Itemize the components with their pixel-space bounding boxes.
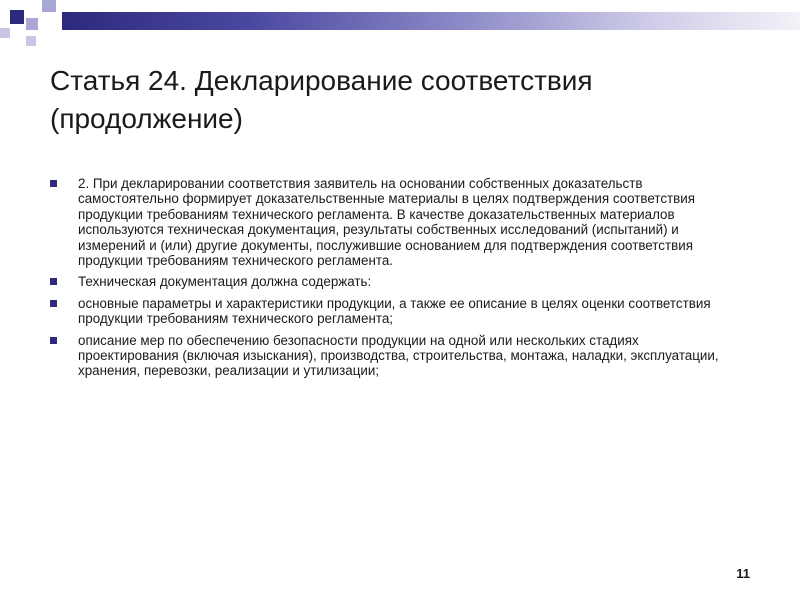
slide-title-line-1: Статья 24. Декларирование соответствия — [50, 65, 593, 96]
list-item-text: 2. При декларировании соответствия заявитель на основании собственных доказательств самостоятельно формирует доказательственные материалы в целях подтверждения соответствия продукции требованиям технического регламента. В качестве доказательственных материалов используются техническая документация, результаты собственных исследований (испытаний) и измерений и (или) другие документы, послужившие основанием для подтверждения соответствия продукции требованиям технического регламента. — [78, 176, 696, 269]
list-item — [48, 333, 738, 379]
list-item — [48, 176, 738, 268]
list-item-text: основные параметры и характеристики продукции, а также ее описание в целях оценки соответствия продукции требованиям технического регламента; — [78, 295, 711, 327]
list-item — [48, 274, 738, 289]
slide-title — [50, 62, 750, 138]
decorative-square — [26, 36, 36, 46]
square-bullet-icon — [50, 300, 57, 307]
decorative-square — [26, 18, 38, 30]
list-item-text: Техническая документация должна содержать: — [78, 274, 372, 290]
decorative-square — [42, 0, 56, 12]
header-gradient-bar — [62, 12, 800, 30]
square-bullet-icon — [50, 337, 57, 344]
decorative-square — [0, 28, 10, 38]
decorative-square — [10, 10, 24, 24]
square-bullet-icon — [50, 180, 57, 187]
list-item-text: описание мер по обеспечению безопасности продукции на одной или нескольких стадиях проектирования (включая изыскания), производства, строительства, монтажа, наладки, эксплуатации, хранения, перевозки, реализации и утилизации; — [78, 332, 719, 379]
list-item — [48, 296, 738, 327]
slide-title-line-2: (продолжение) — [50, 103, 243, 134]
page-number: 11 — [736, 566, 750, 581]
bullet-list — [48, 176, 738, 385]
square-bullet-icon — [50, 278, 57, 285]
